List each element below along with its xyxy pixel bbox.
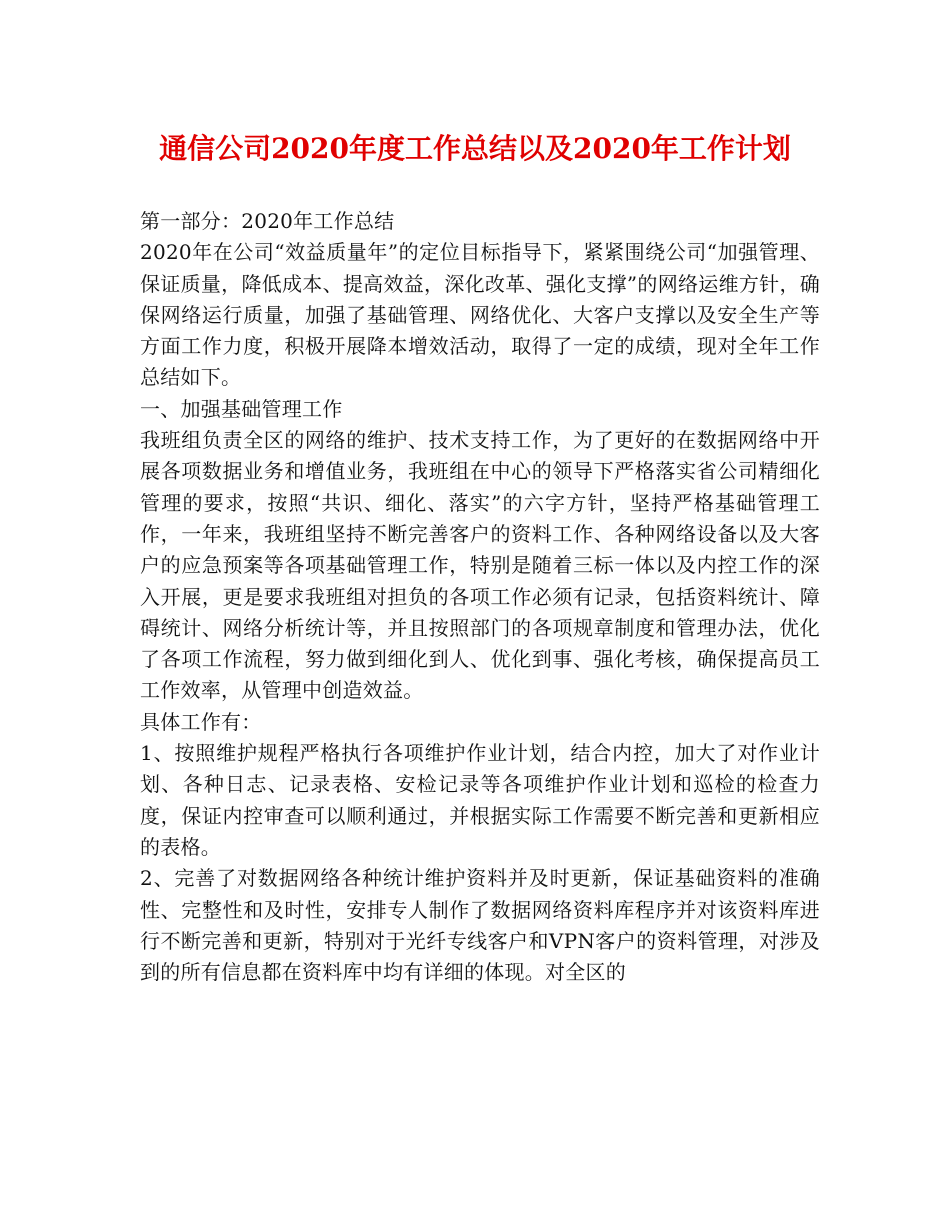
- specific-work-label: 具体工作有：: [140, 709, 262, 734]
- section-heading-part-one: 第一部分：2020年工作总结: [140, 209, 395, 233]
- work-item-1: 1、按照维护规程严格执行各项维护作业计划，结合内控，加大了对作业计划、各种日志、记录表格、安检记录等各项维护作业计划和巡检的检查力度，保证内控审查可以顺利通过，并根据实际工作需要不断完善和更新相应的表格。: [140, 741, 820, 859]
- document-body: [140, 206, 820, 988]
- basic-management-paragraph: 我班组负责全区的网络的维护、技术支持工作，为了更好的在数据网络中开展各项数据业务和增值业务，我班组在中心的领导下严格落实省公司精细化管理的要求，按照“共识、细化、落实”的六字方针，坚持严格基础管理工作，一年来，我班组坚持不断完善客户的资料工作、各种网络设备以及大客户的应急预案等各项基础管理工作，特别是随着三标一体以及内控工作的深入开展，更是要求我班组对担负的各项工作必须有记录，包括资料统计、障碍统计、网络分析统计等，并且按照部门的各项规章制度和管理办法，优化了各项工作流程，努力做到细化到人、优化到事、强化考核，确保提高员工工作效率，从管理中创造效益。: [140, 428, 820, 703]
- section-heading-basic-management: 一、加强基础管理工作: [140, 396, 343, 421]
- intro-paragraph: 2020年在公司“效益质量年”的定位目标指导下，紧紧围绕公司“加强管理、保证质量，降低成本、提高效益，深化改革、强化支撑”的网络运维方针，确保网络运行质量，加强了基础管理、网络优化、大客户支撑以及安全生产等方面工作力度，积极开展降本增效活动，取得了一定的成绩，现对全年工作总结如下。: [140, 240, 820, 390]
- document-title: 通信公司2020年度工作总结以及2020年工作计划: [159, 132, 791, 165]
- work-item-2: 2、完善了对数据网络各种统计维护资料并及时更新，保证基础资料的准确性、完整性和及时性，安排专人制作了数据网络资料库程序并对该资料库进行不断完善和更新，特别对于光纤专线客户和VPN客户的资料管理，对涉及到的所有信息都在资料库中均有详细的体现。对全区的: [140, 866, 820, 985]
